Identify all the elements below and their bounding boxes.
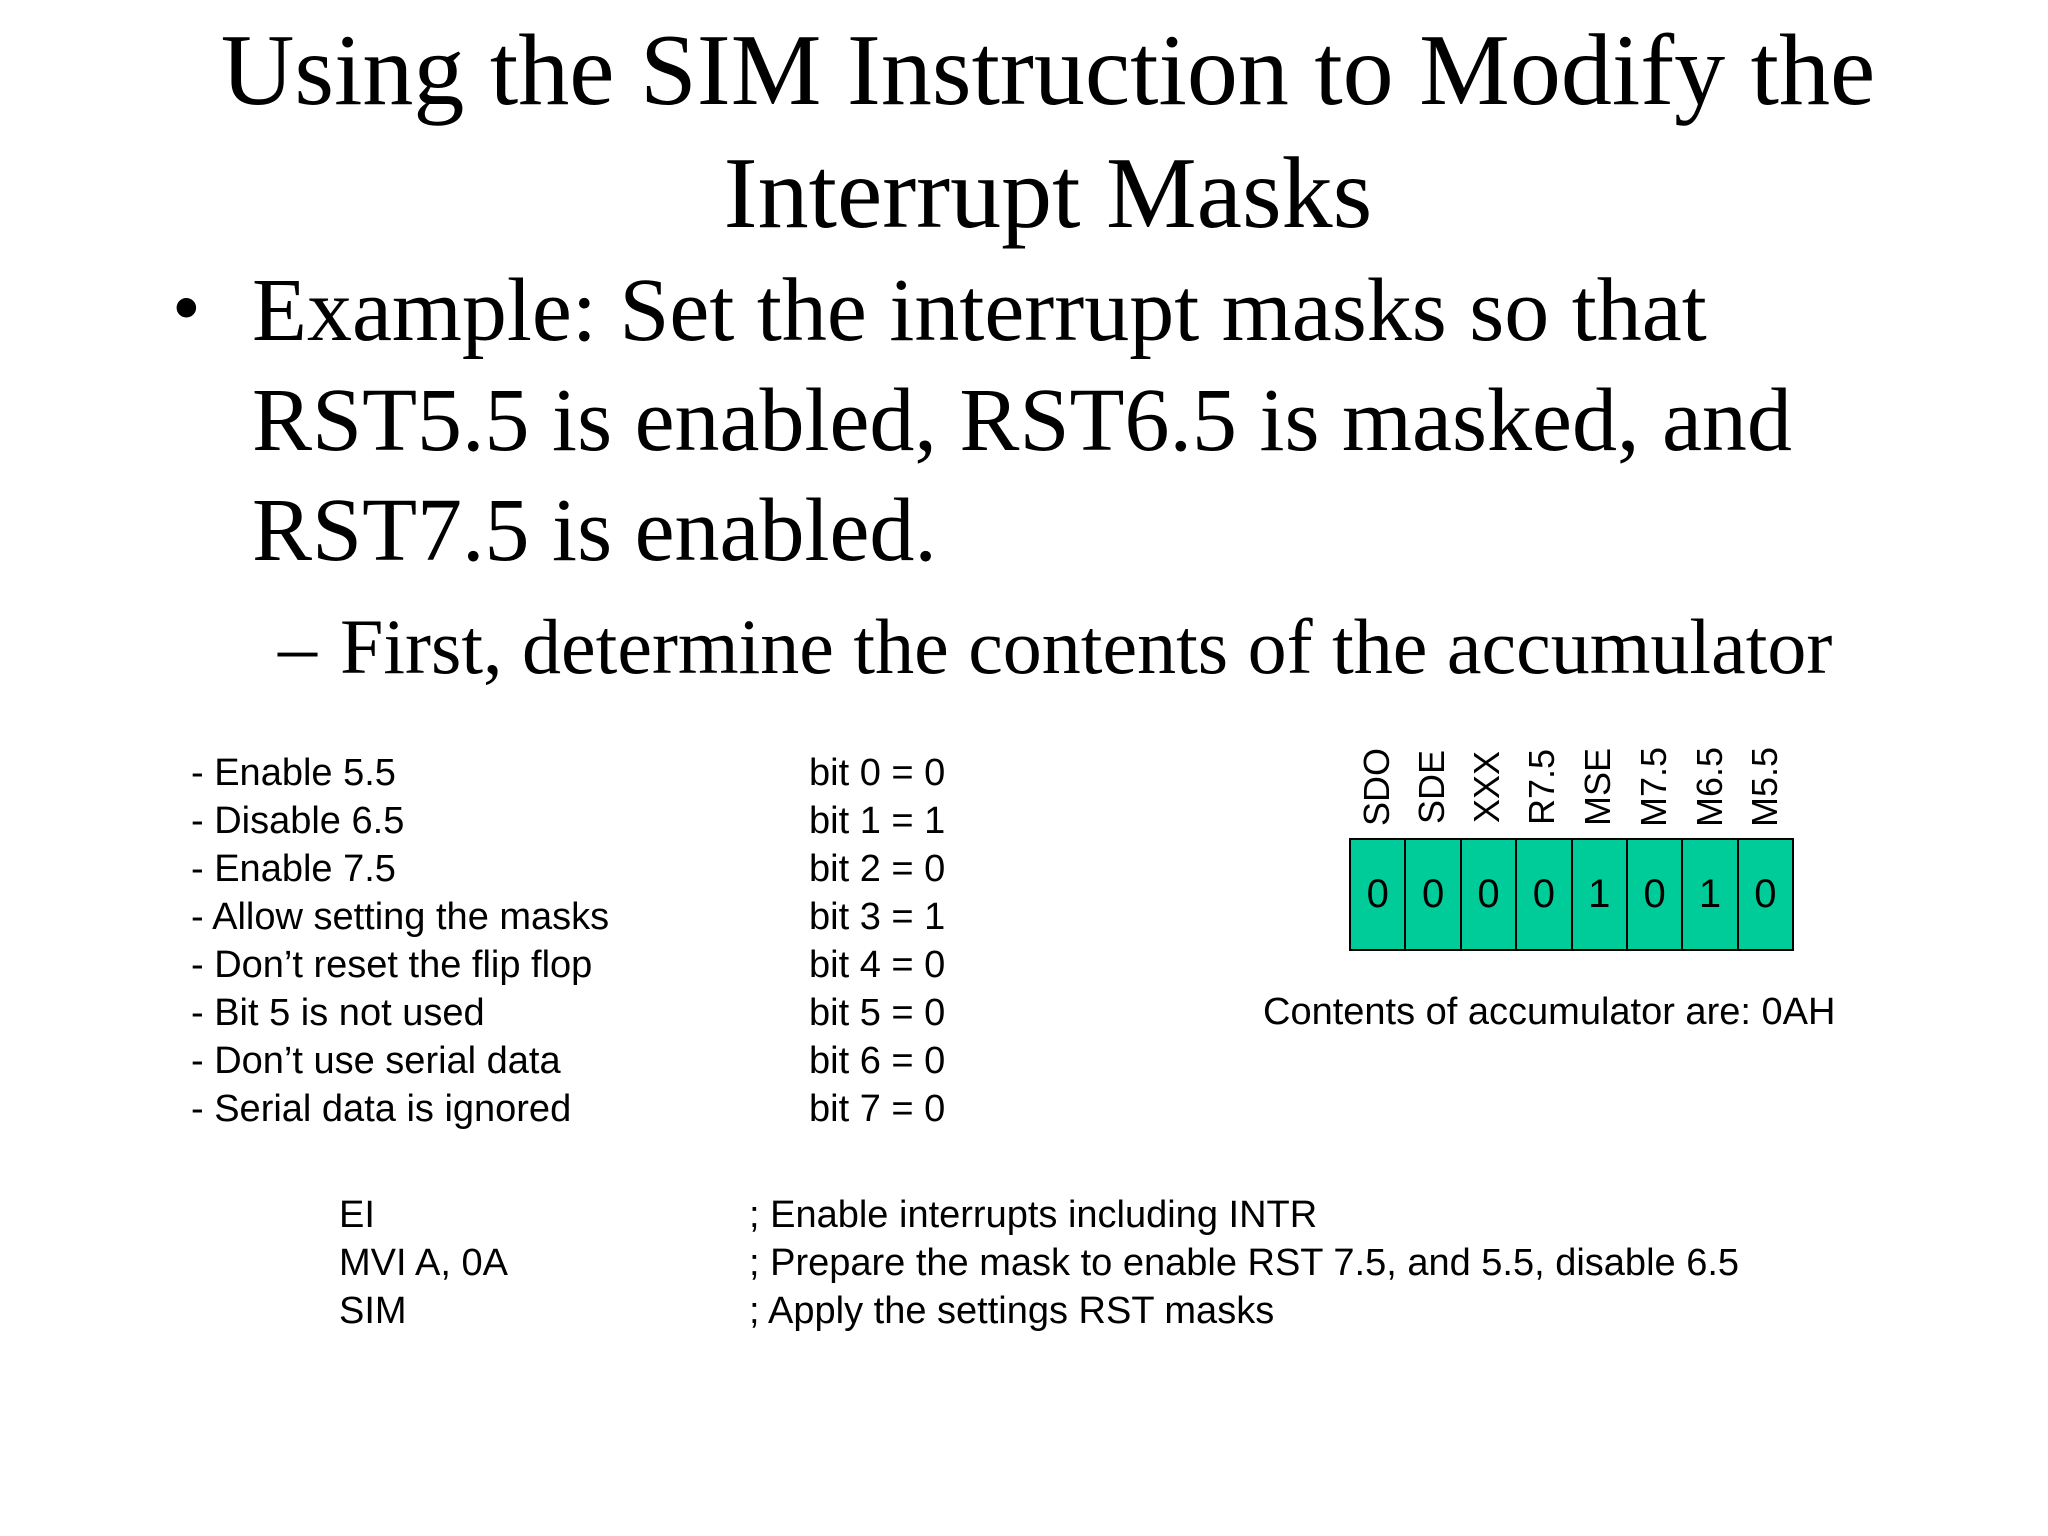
register-bit-cell: 0 xyxy=(1405,839,1460,950)
step-bit-value: bit 0 = 0 xyxy=(809,752,946,794)
slide-title-line-1: Using the SIM Instruction to Modify the xyxy=(220,14,1876,127)
step-bit-value: bit 2 = 0 xyxy=(809,848,946,890)
step-description: - Serial data is ignored xyxy=(191,1088,572,1130)
register-bit-label: M7.5 xyxy=(1633,746,1674,828)
step-bit-value: bit 7 = 0 xyxy=(809,1088,946,1130)
code-instruction: EI xyxy=(339,1194,375,1236)
sub-bullet-text: First, determine the contents of the accumulator xyxy=(340,603,1833,690)
register-bits-row xyxy=(1350,839,1793,950)
code-comment: ; Enable interrupts including INTR xyxy=(749,1194,1318,1236)
step-description: - Enable 7.5 xyxy=(191,848,396,890)
register-bit-label: M6.5 xyxy=(1689,746,1730,828)
step-bit-value: bit 5 = 0 xyxy=(809,992,946,1034)
register-bit-label: M5.5 xyxy=(1744,746,1785,828)
step-description: - Bit 5 is not used xyxy=(191,992,485,1034)
bullet-marker: • xyxy=(172,262,201,353)
step-bit-value: bit 1 = 1 xyxy=(809,800,946,842)
accumulator-result: Contents of accumulator are: 0AH xyxy=(1263,991,1836,1033)
step-description: - Enable 5.5 xyxy=(191,752,396,794)
step-bit-value: bit 6 = 0 xyxy=(809,1040,946,1082)
step-description: - Disable 6.5 xyxy=(191,800,405,842)
sub-bullet-marker: – xyxy=(278,603,317,690)
register-bit-label: R7.5 xyxy=(1521,748,1562,826)
register-bit-cell: 1 xyxy=(1572,839,1627,950)
register-bit-label: MSE xyxy=(1577,747,1618,827)
register-bit-label: XXX xyxy=(1466,750,1507,824)
step-description: - Don’t use serial data xyxy=(191,1040,561,1082)
code-instruction: MVI A, 0A xyxy=(339,1242,508,1284)
register-bit-cell: 0 xyxy=(1461,839,1516,950)
step-bit-value: bit 4 = 0 xyxy=(809,944,946,986)
register-bit-cell: 1 xyxy=(1682,839,1737,950)
register-bit-label: SDE xyxy=(1411,749,1452,825)
code-instruction: SIM xyxy=(339,1290,407,1332)
register-bit-cell: 0 xyxy=(1627,839,1682,950)
register-bit-cell: 0 xyxy=(1516,839,1571,950)
code-comment: ; Apply the settings RST masks xyxy=(749,1290,1275,1332)
bullet-text-line-2: RST5.5 is enabled, RST6.5 is masked, and xyxy=(252,371,1792,470)
step-description: - Allow setting the masks xyxy=(191,896,610,938)
register-bit-cell: 0 xyxy=(1738,839,1793,950)
register-bit-cell: 0 xyxy=(1350,839,1405,950)
accumulator-register-table xyxy=(1349,838,1794,951)
step-bit-value: bit 3 = 1 xyxy=(809,896,946,938)
step-description: - Don’t reset the flip flop xyxy=(191,944,593,986)
code-comment: ; Prepare the mask to enable RST 7.5, and 5.5, disable 6.5 xyxy=(749,1242,1740,1284)
register-bit-label: SDO xyxy=(1356,747,1397,827)
slide-title-line-2: Interrupt Masks xyxy=(723,137,1373,250)
bullet-text-line-1: Example: Set the interrupt masks so that xyxy=(252,261,1707,360)
bullet-text-line-3: RST7.5 is enabled. xyxy=(252,481,937,580)
